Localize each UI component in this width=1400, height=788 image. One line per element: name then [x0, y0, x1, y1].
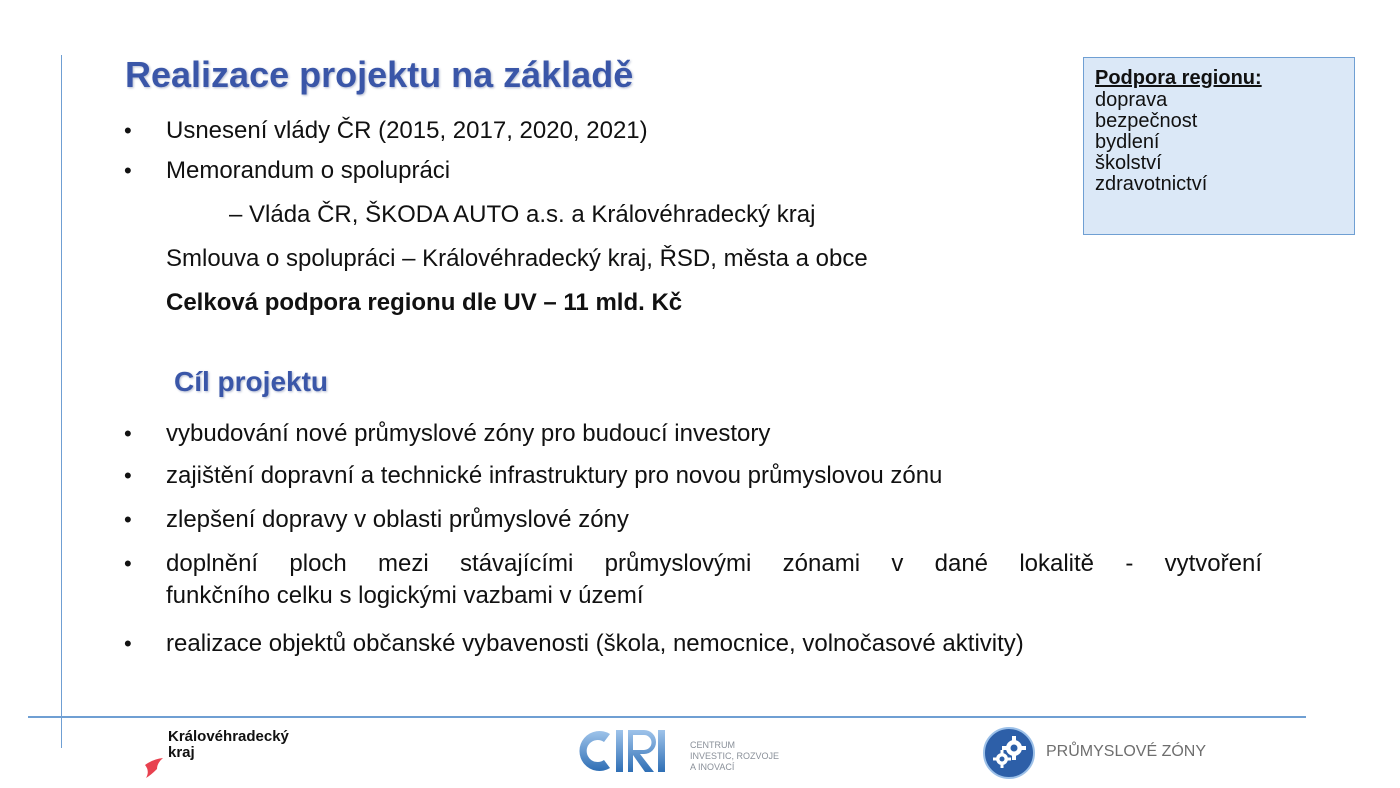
gears-icon — [982, 726, 1038, 780]
cooperation-contract: Smlouva o spolupráci – Královéhradecký kraj, ŘSD, města a obce — [166, 245, 868, 272]
support-box — [1083, 57, 1355, 235]
ciri-subtitle: CENTRUM INVESTIC, ROZVOJE A INOVACÍ — [690, 740, 780, 772]
goal-item-continuation: funkčního celku s logickými vazbami v území — [166, 582, 644, 609]
goal-item: doplnění ploch mezi stávajícími průmyslovými zónami v dané lokalitě - vytvoření — [166, 550, 1262, 577]
region-logo-text: Královéhradecký kraj — [168, 728, 289, 761]
basis-item-memorandum: Memorandum o spolupráci — [166, 157, 451, 184]
bullet-dot: • — [124, 631, 132, 656]
bullet-dot: • — [124, 551, 132, 576]
goal-item: realizace objektů občanské vybavenosti (škola, nemocnice, volnočasové aktivity) — [166, 630, 1024, 657]
bullet-dot: • — [124, 507, 132, 532]
goal-item: vybudování nové průmyslové zóny pro budoucí investory — [166, 420, 771, 447]
support-item: bydlení — [1095, 131, 1160, 153]
support-box-title: Podpora regionu: — [1095, 67, 1262, 89]
basis-item-resolutions: Usnesení vlády ČR (2015, 2017, 2020, 2021) — [166, 117, 648, 144]
bullet-dot: • — [124, 463, 132, 488]
support-item: bezpečnost — [1095, 110, 1198, 132]
support-item: zdravotnictví — [1095, 173, 1208, 195]
ciri-logo — [572, 724, 684, 778]
goal-item: zlepšení dopravy v oblasti průmyslové zóny — [166, 506, 629, 533]
goal-heading: Cíl projektu — [174, 366, 329, 397]
page-title: Realizace projektu na základě — [125, 54, 634, 95]
total-support: Celková podpora regionu dle UV – 11 mld. Kč — [166, 289, 683, 316]
memorandum-parties: – Vláda ČR, ŠKODA AUTO a.s. a Královéhradecký kraj — [229, 201, 816, 228]
vertical-rule — [61, 55, 62, 748]
region-logo-icon — [143, 757, 169, 779]
support-item: školství — [1095, 152, 1162, 174]
bullet-dot: • — [124, 158, 132, 183]
goal-item: zajištění dopravní a technické infrastruktury pro novou průmyslovou zónu — [166, 462, 943, 489]
bullet-dot: • — [124, 421, 132, 446]
industrial-zones-label: PRŮMYSLOVÉ ZÓNY — [1046, 743, 1207, 760]
bullet-dot: • — [124, 118, 132, 143]
support-item: doprava — [1095, 89, 1168, 111]
footer-rule — [28, 716, 1306, 718]
